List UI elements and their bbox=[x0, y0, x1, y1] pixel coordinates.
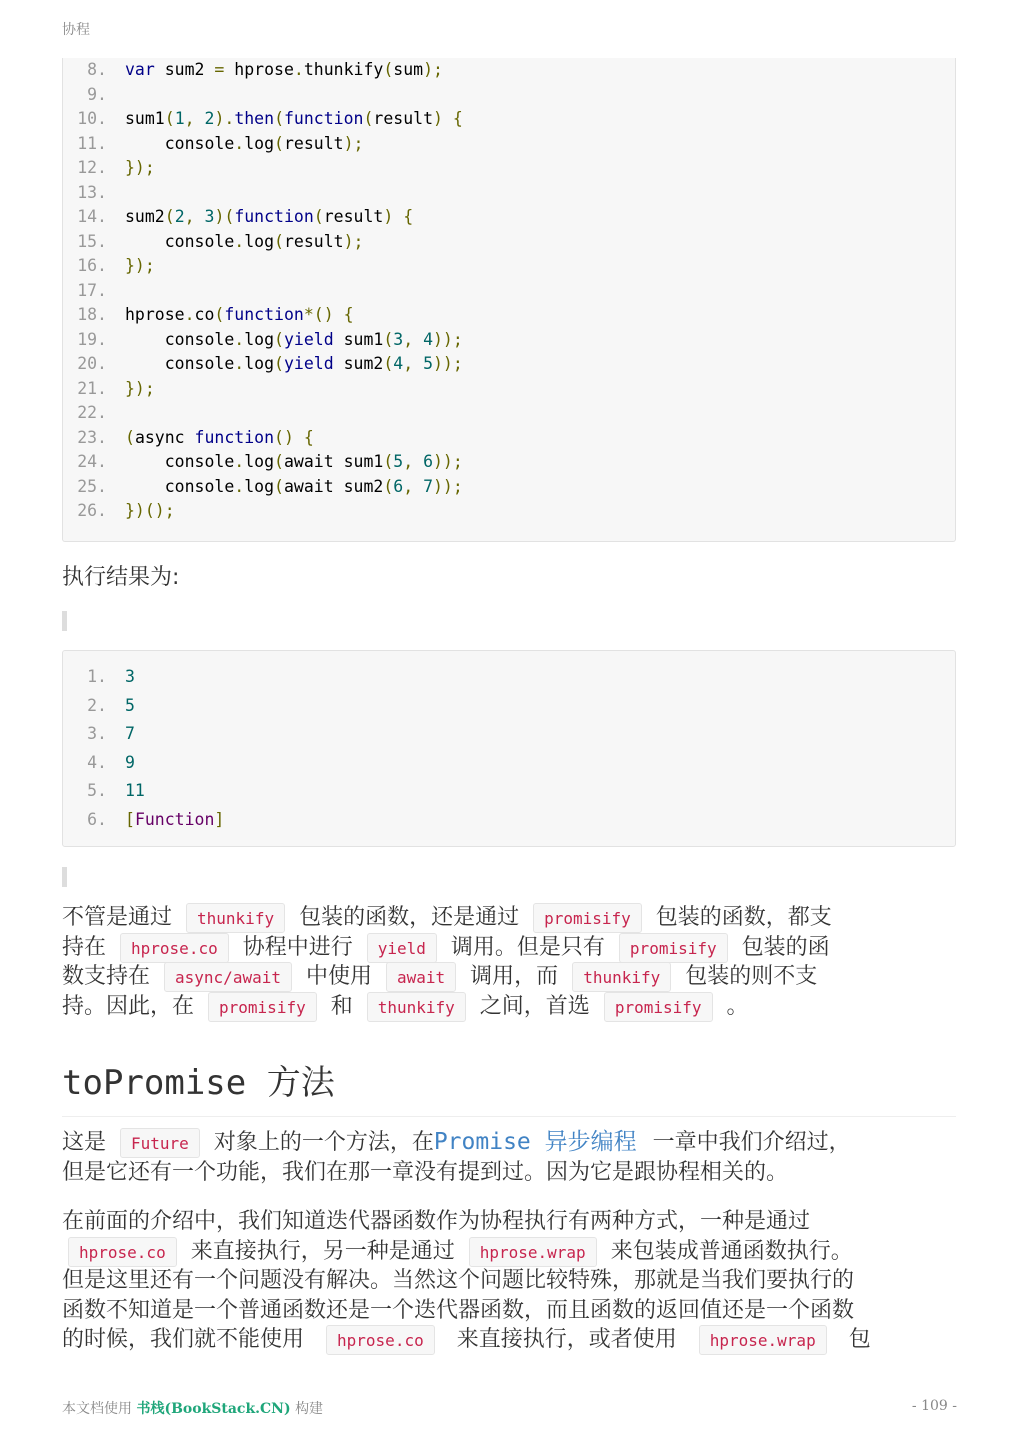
code-line: 23. (async function() { bbox=[63, 426, 107, 450]
text: 在前面的介绍中，我们知道迭代器函数作为协程执行有两种方式，一种是通过 bbox=[62, 1209, 811, 1234]
text: 对象上的一个方法，在 bbox=[213, 1130, 434, 1155]
text: 包 bbox=[848, 1327, 871, 1352]
code-line bbox=[63, 694, 135, 718]
code-line bbox=[63, 751, 135, 775]
code-line: 14. sum2(2, 3)(function(result) { bbox=[63, 205, 107, 229]
line-number: 20. bbox=[77, 354, 107, 373]
line-number: 12. bbox=[77, 158, 107, 177]
text: 但是这里还有一个问题没有解决。当然这个问题比较特殊，那就是当我们要执行的 bbox=[62, 1268, 855, 1293]
text: 之间，首选 bbox=[479, 993, 590, 1019]
code-line: 18. hprose.co(function*() { bbox=[63, 303, 107, 327]
blockquote-bar bbox=[62, 611, 67, 631]
code-line bbox=[63, 83, 107, 107]
line-number: 9. bbox=[87, 84, 107, 104]
output-value: 7 bbox=[125, 724, 135, 743]
inline-code: thunkify bbox=[367, 992, 466, 1022]
line-number: 14. bbox=[77, 207, 107, 226]
code-line: 19. console.log(yield sum1(3, 4)); bbox=[63, 328, 107, 352]
footer-text: 本文档使用 bbox=[62, 1401, 132, 1417]
text: 协程中进行 bbox=[242, 934, 353, 960]
code-line bbox=[63, 279, 107, 303]
line-number: 11. bbox=[77, 133, 107, 153]
output-value: 5 bbox=[125, 695, 135, 715]
line-number: 4. bbox=[87, 752, 107, 772]
code-line bbox=[63, 722, 135, 746]
footer-text: 构建 bbox=[295, 1401, 324, 1417]
code-line: 21. }); bbox=[63, 377, 107, 401]
code-line: 6. [Function] bbox=[63, 808, 107, 832]
code-line: 12. }); bbox=[63, 156, 107, 180]
line-number: 17. bbox=[77, 280, 107, 300]
code-line: 15. console.log(result); bbox=[63, 230, 107, 254]
line-number: 15. bbox=[77, 231, 107, 251]
code-block-source bbox=[62, 58, 956, 542]
output-value: 11 bbox=[125, 781, 145, 800]
text: 包装的函数，都支 bbox=[655, 905, 832, 930]
text: 来直接执行，另一种是通过 bbox=[190, 1238, 455, 1264]
inline-code: hprose.co bbox=[326, 1325, 435, 1355]
text: 数支持在 bbox=[62, 964, 151, 989]
output-value: 3 bbox=[125, 667, 135, 686]
inline-code: promisify bbox=[604, 992, 713, 1022]
line-number: 3. bbox=[87, 724, 107, 743]
code-line: 24. console.log(await sum1(5, 6)); bbox=[63, 450, 107, 474]
line-number: 16. bbox=[77, 256, 107, 275]
code-block-output bbox=[62, 650, 956, 847]
line-number: 8. bbox=[87, 60, 107, 79]
line-number: 19. bbox=[77, 329, 107, 349]
footer-credit bbox=[62, 1398, 323, 1418]
text: 一章中我们介绍过， bbox=[652, 1130, 851, 1155]
code-line: 10. sum1(1, 2).then(function(result) { bbox=[63, 107, 107, 131]
inline-code: yield bbox=[367, 933, 437, 963]
output-value: Function bbox=[134, 809, 215, 829]
text: 这是 bbox=[62, 1130, 107, 1155]
code-line: 11. console.log(result); bbox=[63, 132, 107, 156]
inline-code: hprose.co bbox=[68, 1237, 177, 1267]
code-line bbox=[63, 665, 135, 689]
inline-code: async/await bbox=[164, 962, 292, 992]
output-value: 9 bbox=[125, 752, 135, 772]
text: 。 bbox=[726, 993, 749, 1019]
line-number: 18. bbox=[77, 305, 107, 324]
line-number: 10. bbox=[77, 109, 107, 128]
code-line: 16. }); bbox=[63, 254, 107, 278]
section-heading: toPromise 方法 bbox=[62, 1055, 956, 1117]
inline-code: Future bbox=[120, 1128, 200, 1158]
line-number: 22. bbox=[77, 403, 107, 422]
text: 包装的函数，还是通过 bbox=[299, 905, 520, 930]
inline-code: promisify bbox=[619, 933, 728, 963]
line-number: 13. bbox=[77, 182, 107, 202]
text: 调用，而 bbox=[470, 964, 559, 989]
line-number: 1. bbox=[87, 667, 107, 686]
inline-code: thunkify bbox=[572, 962, 671, 992]
text: 来直接执行，或者使用 bbox=[456, 1327, 677, 1352]
code-line: 8. var sum2 = hprose.thunkify(sum); bbox=[63, 58, 107, 82]
line-number: 24. bbox=[77, 452, 107, 471]
running-header: 协程 bbox=[62, 22, 90, 38]
code-line: 20. console.log(yield sum2(4, 5)); bbox=[63, 352, 107, 376]
line-number: 25. bbox=[77, 476, 107, 496]
text: 不管是通过 bbox=[62, 905, 173, 930]
result-heading: 执行结果为: bbox=[62, 565, 180, 590]
text: 来包装成普通函数执行。 bbox=[610, 1238, 853, 1264]
line-number: 21. bbox=[77, 378, 107, 398]
text: 但是它还有一个功能，我们在那一章没有提到过。因为它是跟协程相关的。 bbox=[62, 1159, 789, 1185]
inline-code: hprose.wrap bbox=[699, 1325, 827, 1355]
promise-chapter-link[interactable]: Promise 异步编程 bbox=[433, 1129, 637, 1155]
inline-code: promisify bbox=[208, 992, 317, 1022]
inline-code: await bbox=[386, 962, 456, 992]
code-line bbox=[63, 779, 145, 803]
text: 包装的函 bbox=[741, 934, 830, 960]
text: 持。因此，在 bbox=[62, 993, 195, 1019]
text: 调用。但是只有 bbox=[450, 934, 605, 960]
line-number: 2. bbox=[87, 695, 107, 715]
code-line bbox=[63, 401, 107, 425]
page-number: - 109 - bbox=[911, 1398, 957, 1414]
line-number: 26. bbox=[77, 501, 107, 520]
bookstack-link[interactable]: 书栈(BookStack.CN) bbox=[136, 1401, 291, 1417]
text: 持在 bbox=[62, 934, 107, 960]
line-number: 5. bbox=[87, 781, 107, 800]
text: 的时候，我们就不能使用 bbox=[62, 1327, 305, 1352]
code-line: 25. console.log(await sum2(6, 7)); bbox=[63, 475, 107, 499]
text: 中使用 bbox=[305, 964, 372, 989]
code-line bbox=[63, 181, 107, 205]
inline-code: promisify bbox=[533, 903, 642, 933]
inline-code: hprose.wrap bbox=[469, 1237, 597, 1267]
line-number: 6. bbox=[87, 809, 107, 829]
text: 包装的则不支 bbox=[685, 964, 818, 989]
code-line: 26. })(); bbox=[63, 499, 107, 523]
line-number: 23. bbox=[77, 427, 107, 447]
blockquote-bar bbox=[62, 867, 67, 887]
text: 函数不知道是一个普通函数还是一个迭代器函数，而且函数的返回值还是一个函数 bbox=[62, 1297, 855, 1323]
text: 和 bbox=[330, 993, 353, 1019]
inline-code: hprose.co bbox=[120, 933, 229, 963]
inline-code: thunkify bbox=[186, 903, 285, 933]
